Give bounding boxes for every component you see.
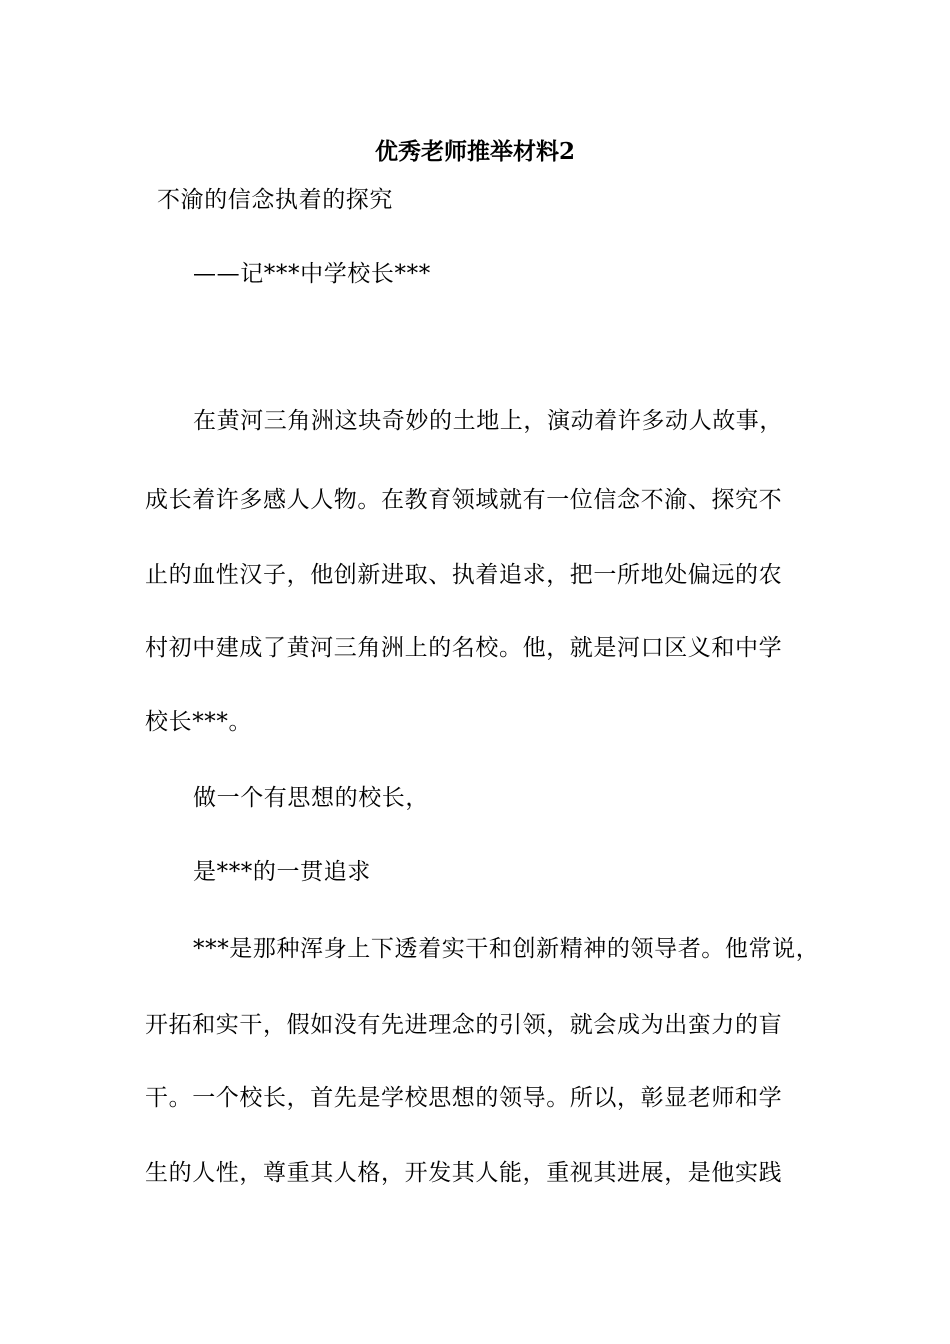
paragraph-line: 在黄河三角洲这块奇妙的土地上，演动着许多动人故事， (193, 408, 783, 434)
document-title: 优秀老师推举材料2 (374, 138, 575, 165)
paragraph-line: 成长着许多感人人物。在教育领域就有一位信念不渝、探究不 (145, 487, 783, 513)
paragraph-line: 干。一个校长，首先是学校思想的领导。所以，彰显老师和学 (145, 1085, 783, 1111)
paragraph-line: 校长***。 (145, 709, 253, 735)
paragraph-line: ***是那种浑身上下透着实干和创新精神的领导者。他常说， (193, 936, 820, 962)
document-byline: ——记***中学校长*** (193, 261, 431, 287)
paragraph-line: 止的血性汉子，他创新进取、执着追求，把一所地处偏远的农 (145, 562, 783, 588)
section-heading: 是***的一贯追求 (193, 859, 371, 885)
paragraph-line: 开拓和实干，假如没有先进理念的引领，就会成为出蛮力的盲 (145, 1012, 783, 1038)
paragraph-line: 生的人性，尊重其人格，开发其人能，重视其进展，是他实践 (145, 1160, 783, 1186)
paragraph-line: 村初中建成了黄河三角洲上的名校。他，就是河口区义和中学 (145, 635, 783, 661)
section-heading: 做一个有思想的校长， (193, 785, 429, 811)
document-subtitle: 不渝的信念执着的探究 (157, 187, 393, 213)
